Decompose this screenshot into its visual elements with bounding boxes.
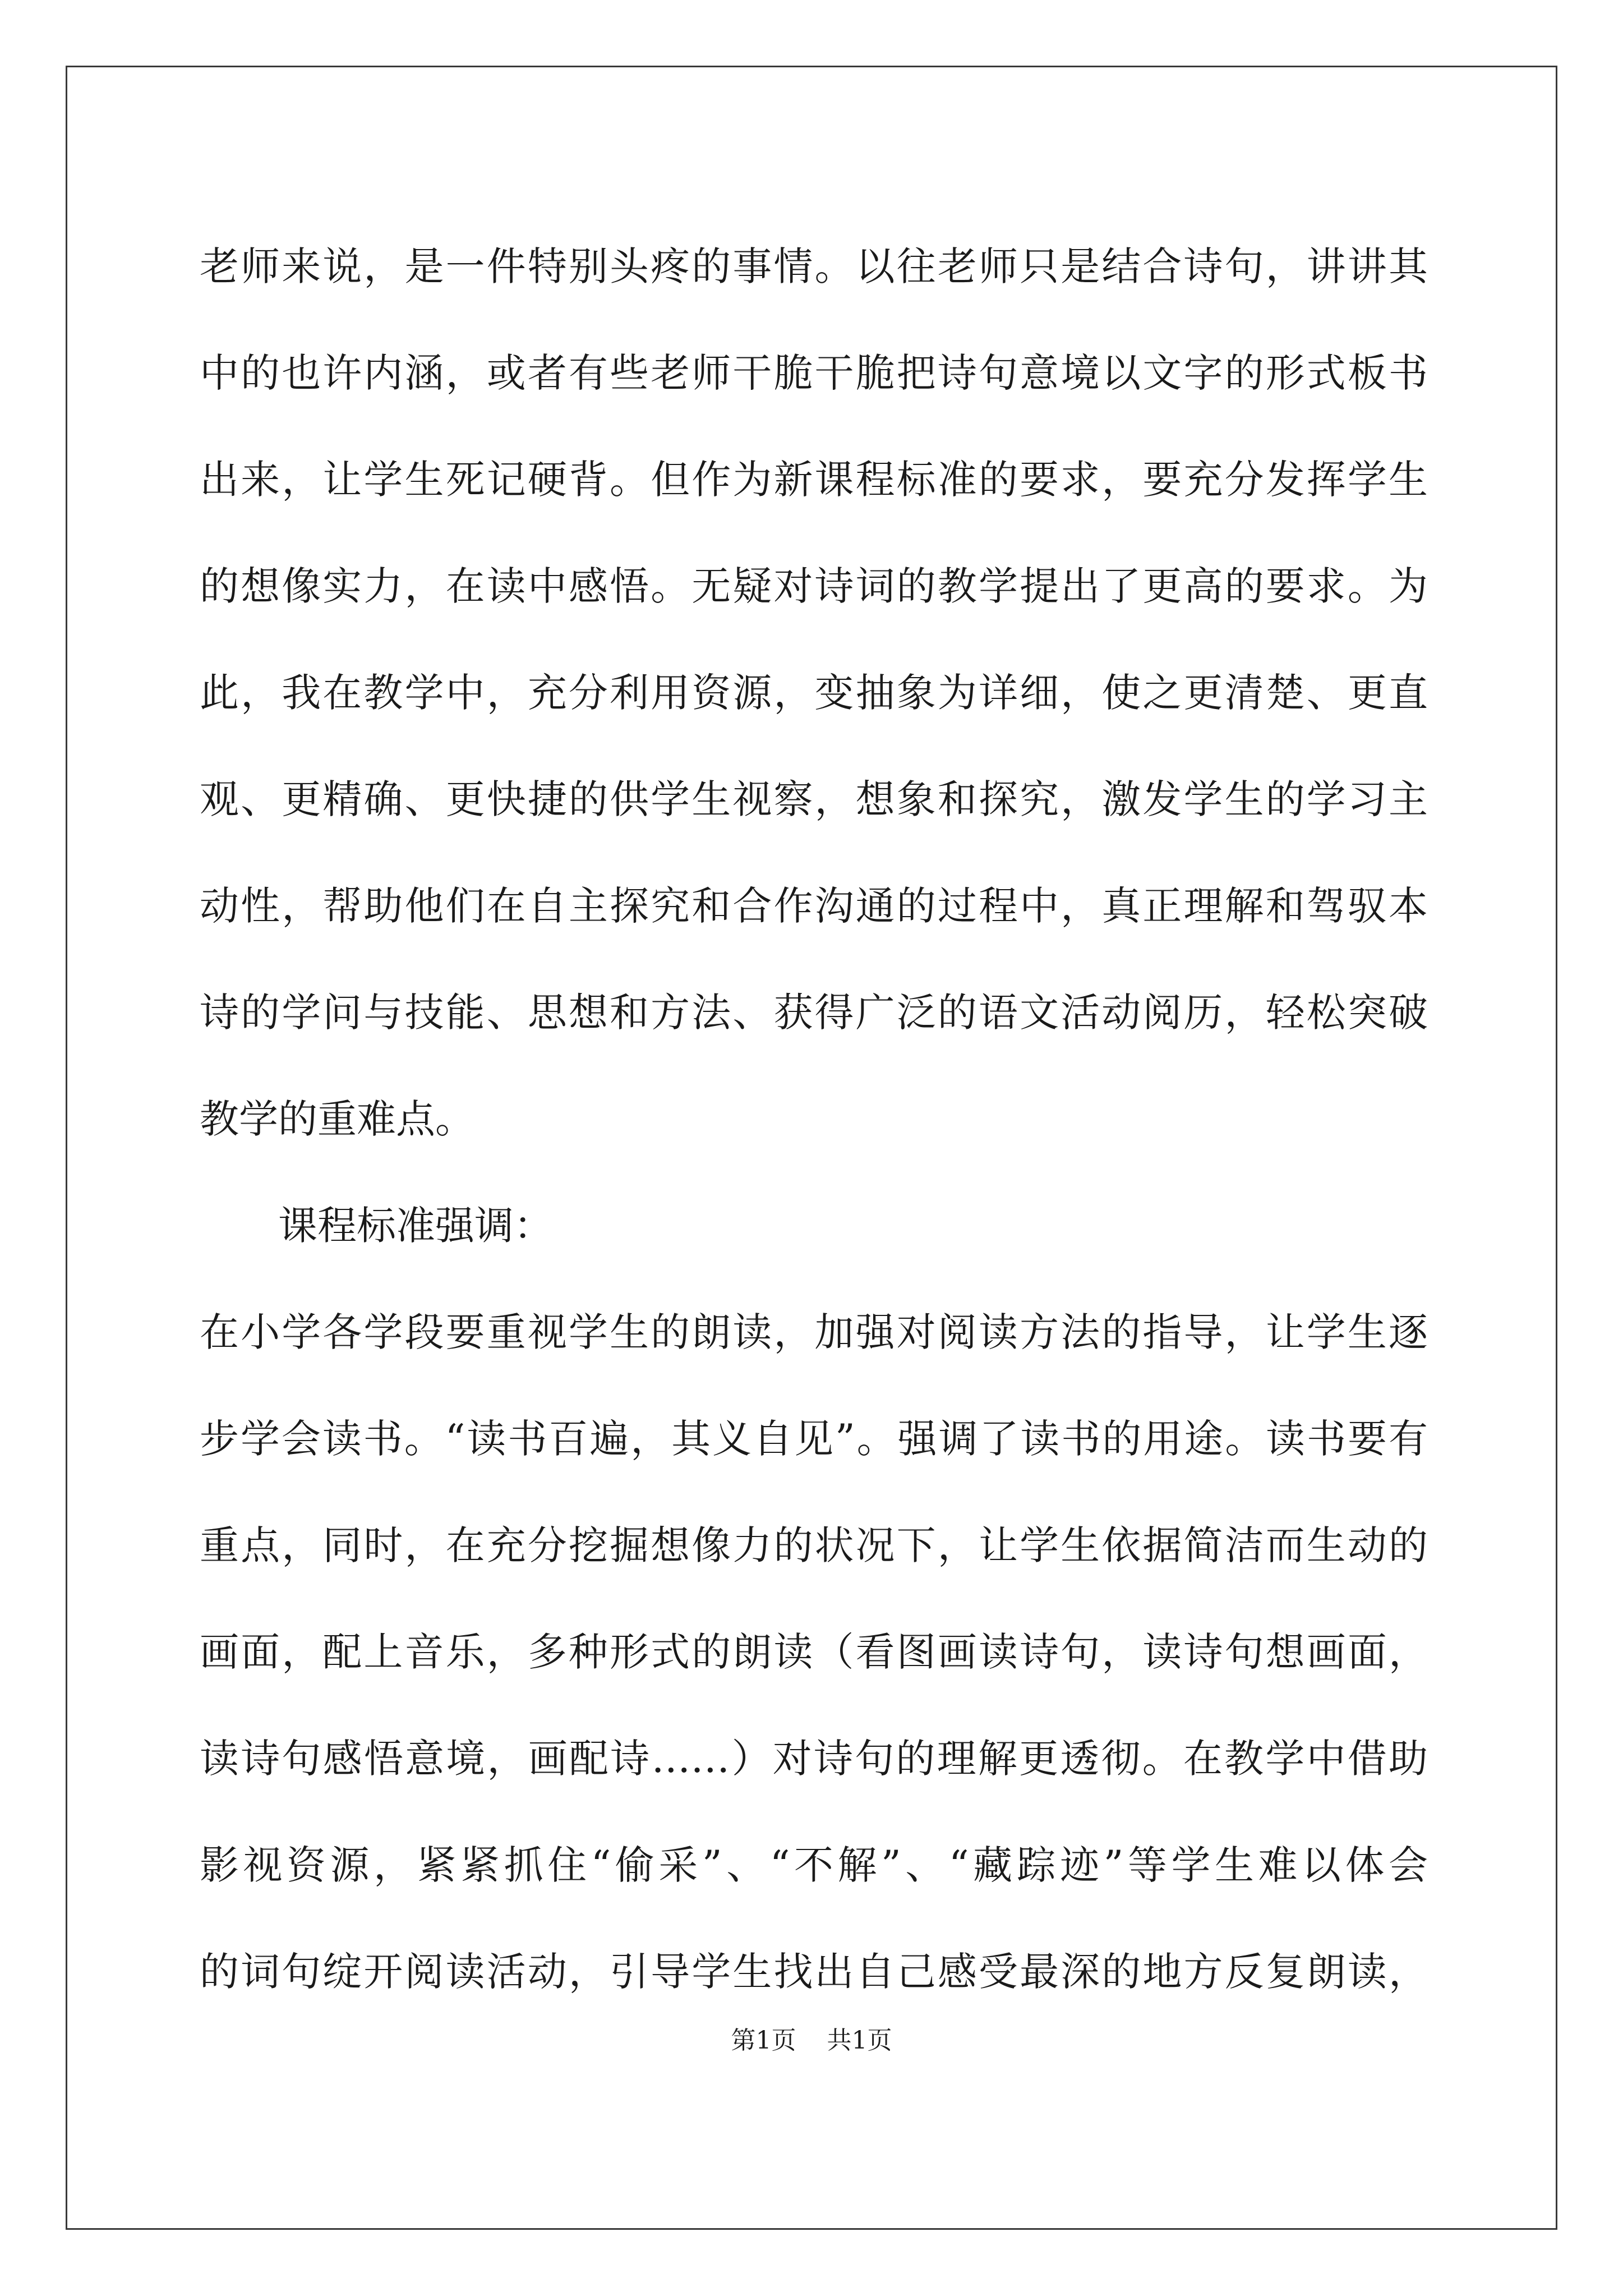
text-line: 在小学各学段要重视学生的朗读，加强对阅读方法的指导，让学生逐 [200,1309,1428,1355]
text-line: 影视资源，紧紧抓住“偷采”、“不解”、“藏踪迹”等学生难以体会 [200,1842,1428,1888]
text-line-paragraph-end: 教学的重难点。 [200,1096,474,1142]
document-body [200,213,1428,2025]
page-number-current: 第1页 [731,2026,796,2055]
text-line: 中的也许内涵，或者有些老师干脆干脆把诗句意境以文字的形式板书 [200,350,1428,396]
text-line: 读诗句感悟意境，画配诗……）对诗句的理解更透彻。在教学中借助 [200,1736,1428,1782]
text-line: 重点，同时，在充分挖掘想像力的状况下，让学生依据简洁而生动的 [200,1522,1428,1568]
text-line: 出来，让学生死记硬背。但作为新课程标准的要求，要充分发挥学生 [200,457,1428,503]
page-footer [0,2024,1623,2058]
text-line: 老师来说，是一件特别头疼的事情。以往老师只是结合诗句，讲讲其 [200,243,1428,289]
text-line: 的想像实力，在读中感悟。无疑对诗词的教学提出了更高的要求。为 [200,563,1428,609]
text-line: 画面，配上音乐，多种形式的朗读（看图画读诗句，读诗句想画面， [200,1629,1428,1675]
text-line: 观、更精确、更快捷的供学生视察，想象和探究，激发学生的学习主 [200,776,1428,822]
text-line: 的词句绽开阅读活动，引导学生找出自己感受最深的地方反复朗读， [200,1949,1428,1995]
text-line: 步学会读书。“读书百遍，其义自见”。强调了读书的用途。读书要有 [200,1416,1428,1462]
text-line: 此，我在教学中，充分利用资源，变抽象为详细，使之更清楚、更直 [200,670,1428,716]
section-heading: 课程标准强调： [278,1203,553,1249]
text-line: 动性，帮助他们在自主探究和合作沟通的过程中，真正理解和驾驭本 [200,883,1428,929]
page-number-total: 共1页 [827,2026,892,2055]
text-line: 诗的学问与技能、思想和方法、获得广泛的语文活动阅历，轻松突破 [200,990,1428,1036]
